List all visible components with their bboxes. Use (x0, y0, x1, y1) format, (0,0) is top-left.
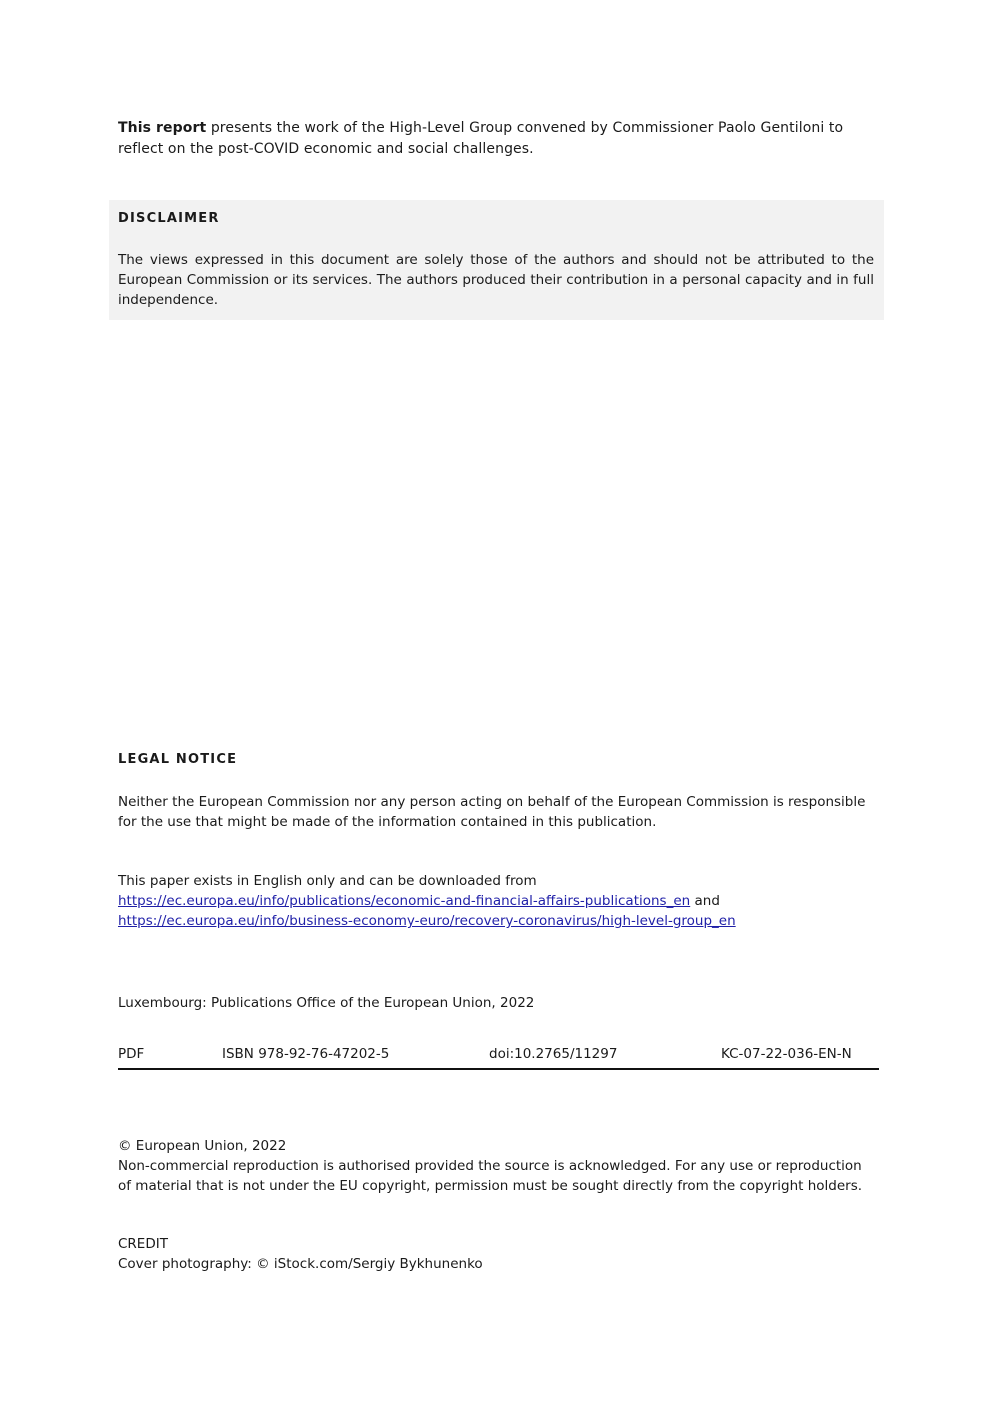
and-text: and (690, 893, 720, 909)
pub-catalog-number: KC-07-22-036-EN-N (721, 1046, 852, 1062)
pub-isbn: ISBN 978-92-76-47202-5 (222, 1046, 390, 1062)
publications-link[interactable]: https://ec.europa.eu/info/publications/economic-and-financial-affairs-publications_en (118, 893, 691, 909)
copyright-line: © European Union, 2022 (118, 1138, 287, 1154)
publisher-line: Luxembourg: Publications Office of the European Union, 2022 (118, 995, 535, 1011)
disclaimer-title: DISCLAIMER (118, 211, 220, 226)
intro-paragraph (118, 118, 878, 160)
download-intro: This paper exists in English only and can be downloaded from (118, 873, 537, 889)
pub-format: PDF (118, 1046, 145, 1062)
download-section (118, 871, 878, 931)
credit-title: CREDIT (118, 1236, 168, 1252)
pub-doi: doi:10.2765/11297 (489, 1046, 618, 1062)
intro-bold: This report (118, 120, 207, 136)
high-level-group-link[interactable]: https://ec.europa.eu/info/business-economy-euro/recovery-coronavirus/high-level-group_en (118, 913, 736, 929)
legal-notice-title: LEGAL NOTICE (118, 752, 238, 767)
copyright-text-2: of material that is not under the EU copyright, permission must be sought directly from the copyright holders. (118, 1178, 863, 1194)
intro-text: presents the work of the High-Level Group convened by Commissioner Paolo Gentiloni to reflect on the post-COVID economic and social challenges. (118, 120, 844, 157)
legal-notice-body: Neither the European Commission nor any person acting on behalf of the European Commission is responsible for the use that might be made of the information contained in this publication. (118, 794, 866, 830)
credit-section (118, 1234, 878, 1274)
copyright-section (118, 1136, 880, 1196)
copyright-text-1: Non-commercial reproduction is authorised provided the source is acknowledged. For any use or reproduction (118, 1158, 862, 1174)
credit-body: Cover photography: © iStock.com/Sergiy Bykhunenko (118, 1256, 483, 1272)
disclaimer-body: The views expressed in this document are solely those of the authors and should not be attributed to the European Commission or its services. The authors produced their contribution in a personal capacity and in full independence. (118, 252, 874, 308)
publication-info-row (118, 1043, 879, 1070)
